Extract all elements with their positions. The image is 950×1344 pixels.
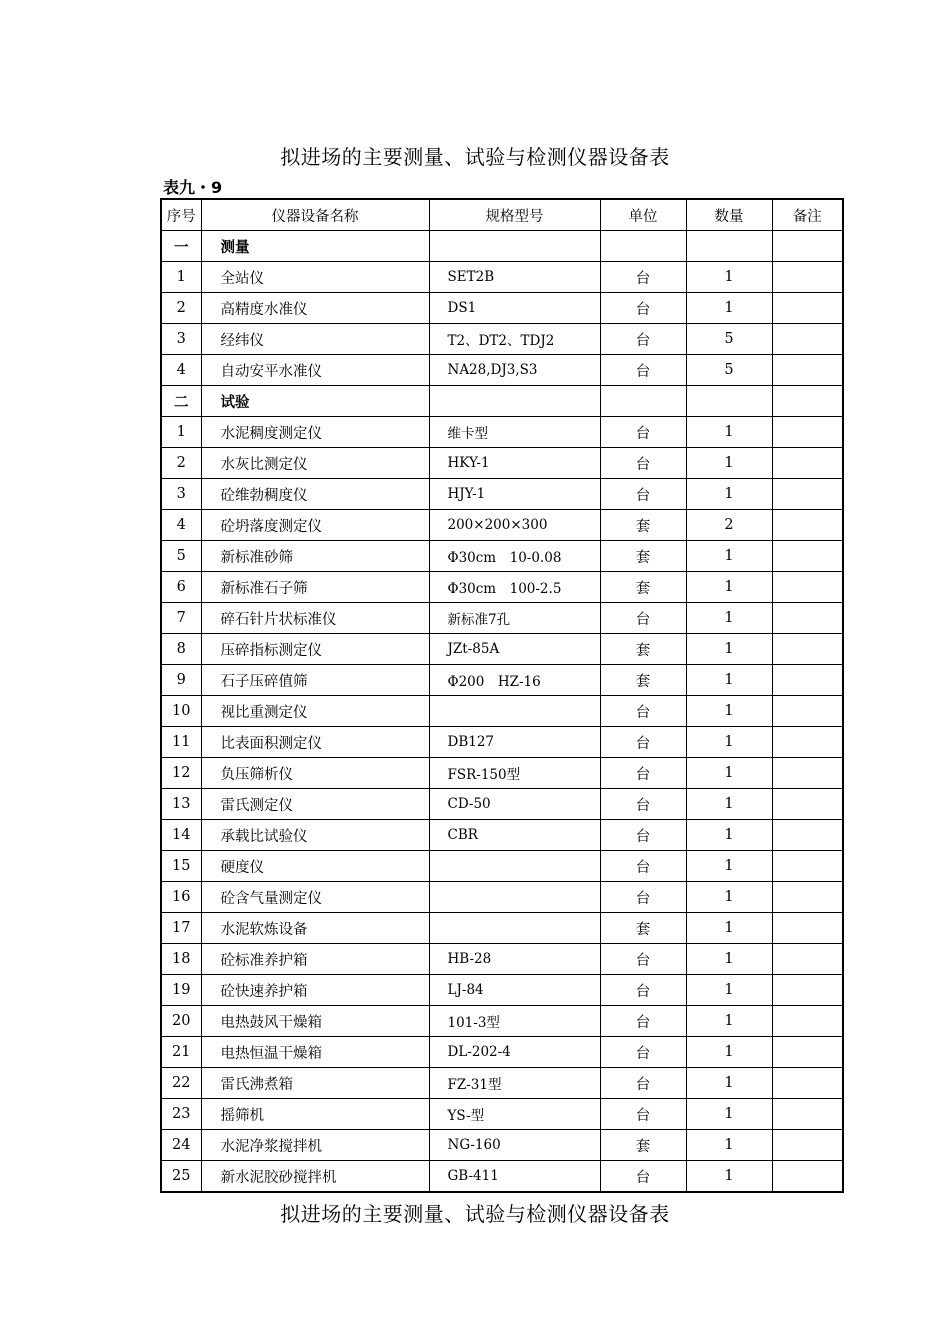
- cell-name: 硬度仪: [201, 851, 429, 882]
- cell-qty: 1: [686, 882, 772, 913]
- table-row: [161, 975, 843, 1006]
- cell-unit: 套: [600, 913, 686, 944]
- cell-qty: 1: [686, 696, 772, 727]
- cell-name: 水灰比测定仪: [201, 448, 429, 479]
- cell-spec: FZ-31型: [429, 1068, 600, 1099]
- cell-note: [772, 231, 843, 262]
- cell-unit: 台: [600, 1006, 686, 1037]
- cell-note: [772, 820, 843, 851]
- cell-name: 测量: [201, 231, 429, 262]
- cell-name: 经纬仪: [201, 324, 429, 355]
- cell-qty: 1: [686, 448, 772, 479]
- cell-spec: HJY-1: [429, 479, 600, 510]
- cell-no: 10: [161, 696, 201, 727]
- cell-unit: 台: [600, 262, 686, 293]
- cell-unit: 台: [600, 355, 686, 386]
- table-row: [161, 510, 843, 541]
- cell-unit: 套: [600, 634, 686, 665]
- cell-unit: 台: [600, 696, 686, 727]
- table-row: [161, 1161, 843, 1193]
- cell-qty: 1: [686, 975, 772, 1006]
- table-row: [161, 1130, 843, 1161]
- cell-no: 5: [161, 541, 201, 572]
- cell-note: [772, 479, 843, 510]
- cell-note: [772, 386, 843, 417]
- cell-name: 高精度水准仪: [201, 293, 429, 324]
- cell-unit: 套: [600, 541, 686, 572]
- cell-no: 25: [161, 1161, 201, 1193]
- cell-spec: 101-3型: [429, 1006, 600, 1037]
- cell-name: 水泥软炼设备: [201, 913, 429, 944]
- section-row: [161, 231, 843, 262]
- table-row: [161, 696, 843, 727]
- cell-no: 15: [161, 851, 201, 882]
- cell-qty: 1: [686, 262, 772, 293]
- cell-spec: [429, 851, 600, 882]
- footer-title: 拟进场的主要测量、试验与检测仪器设备表: [280, 1202, 670, 1226]
- cell-unit: 台: [600, 758, 686, 789]
- table-number: 表九・9: [163, 178, 223, 197]
- cell-qty: [686, 231, 772, 262]
- cell-spec: JZt-85A: [429, 634, 600, 665]
- cell-name: 负压筛析仪: [201, 758, 429, 789]
- cell-name: 雷氏测定仪: [201, 789, 429, 820]
- cell-note: [772, 1006, 843, 1037]
- cell-qty: 1: [686, 293, 772, 324]
- table-row: [161, 293, 843, 324]
- header-no: 序号: [161, 199, 201, 231]
- cell-name: 新水泥胶砂搅拌机: [201, 1161, 429, 1193]
- cell-qty: 1: [686, 634, 772, 665]
- cell-unit: 套: [600, 665, 686, 696]
- cell-spec: NG-160: [429, 1130, 600, 1161]
- cell-name: 自动安平水准仪: [201, 355, 429, 386]
- cell-spec: [429, 696, 600, 727]
- header-spec: 规格型号: [429, 199, 600, 231]
- cell-name: 摇筛机: [201, 1099, 429, 1130]
- cell-name: 雷氏沸煮箱: [201, 1068, 429, 1099]
- cell-name: 全站仪: [201, 262, 429, 293]
- cell-note: [772, 851, 843, 882]
- cell-note: [772, 789, 843, 820]
- table-row: [161, 572, 843, 603]
- cell-spec: YS-型: [429, 1099, 600, 1130]
- cell-note: [772, 634, 843, 665]
- cell-note: [772, 758, 843, 789]
- cell-no: 9: [161, 665, 201, 696]
- cell-name: 新标准石子筛: [201, 572, 429, 603]
- cell-name: 石子压碎值筛: [201, 665, 429, 696]
- cell-unit: 台: [600, 448, 686, 479]
- table-row: [161, 1037, 843, 1068]
- cell-spec: HB-28: [429, 944, 600, 975]
- cell-spec: T2、DT2、TDJ2: [429, 324, 600, 355]
- cell-unit: 台: [600, 975, 686, 1006]
- cell-spec: 新标准7孔: [429, 603, 600, 634]
- cell-qty: 1: [686, 851, 772, 882]
- cell-spec: DL-202-4: [429, 1037, 600, 1068]
- cell-no: 2: [161, 293, 201, 324]
- cell-qty: 1: [686, 820, 772, 851]
- cell-no: 4: [161, 510, 201, 541]
- table-row: [161, 479, 843, 510]
- cell-qty: 1: [686, 1037, 772, 1068]
- cell-name: 砼含气量测定仪: [201, 882, 429, 913]
- cell-qty: [686, 386, 772, 417]
- cell-no: 18: [161, 944, 201, 975]
- table-row: [161, 1068, 843, 1099]
- section-row: [161, 386, 843, 417]
- table-row: [161, 882, 843, 913]
- table-row: [161, 758, 843, 789]
- cell-name: 砼标准养护箱: [201, 944, 429, 975]
- cell-note: [772, 913, 843, 944]
- cell-no: 3: [161, 324, 201, 355]
- cell-note: [772, 572, 843, 603]
- cell-qty: 1: [686, 665, 772, 696]
- cell-spec: DS1: [429, 293, 600, 324]
- cell-spec: Φ30cm 10-0.08: [429, 541, 600, 572]
- cell-qty: 1: [686, 758, 772, 789]
- cell-no: 21: [161, 1037, 201, 1068]
- cell-unit: [600, 231, 686, 262]
- table-row: [161, 944, 843, 975]
- cell-spec: CD-50: [429, 789, 600, 820]
- cell-spec: CBR: [429, 820, 600, 851]
- cell-unit: 台: [600, 603, 686, 634]
- cell-spec: Φ200 HZ-16: [429, 665, 600, 696]
- cell-qty: 2: [686, 510, 772, 541]
- table-row: [161, 603, 843, 634]
- table-row: [161, 448, 843, 479]
- cell-note: [772, 262, 843, 293]
- cell-qty: 1: [686, 913, 772, 944]
- cell-note: [772, 882, 843, 913]
- cell-spec: DB127: [429, 727, 600, 758]
- cell-unit: 台: [600, 479, 686, 510]
- cell-note: [772, 944, 843, 975]
- cell-note: [772, 727, 843, 758]
- cell-note: [772, 1099, 843, 1130]
- cell-no: 19: [161, 975, 201, 1006]
- cell-unit: [600, 386, 686, 417]
- cell-unit: 台: [600, 1099, 686, 1130]
- cell-note: [772, 448, 843, 479]
- cell-qty: 5: [686, 355, 772, 386]
- cell-note: [772, 1130, 843, 1161]
- cell-spec: [429, 231, 600, 262]
- cell-unit: 台: [600, 944, 686, 975]
- cell-name: 砼维勃稠度仪: [201, 479, 429, 510]
- cell-qty: 1: [686, 603, 772, 634]
- cell-no: 4: [161, 355, 201, 386]
- cell-unit: 台: [600, 293, 686, 324]
- cell-name: 新标准砂筛: [201, 541, 429, 572]
- cell-spec: Φ30cm 100-2.5: [429, 572, 600, 603]
- cell-spec: [429, 882, 600, 913]
- cell-no: 2: [161, 448, 201, 479]
- table-row: [161, 1006, 843, 1037]
- cell-spec: 维卡型: [429, 417, 600, 448]
- cell-qty: 1: [686, 727, 772, 758]
- cell-name: 比表面积测定仪: [201, 727, 429, 758]
- cell-no: 11: [161, 727, 201, 758]
- cell-no: 22: [161, 1068, 201, 1099]
- cell-qty: 1: [686, 417, 772, 448]
- cell-no: 23: [161, 1099, 201, 1130]
- cell-name: 视比重测定仪: [201, 696, 429, 727]
- table-row: [161, 417, 843, 448]
- cell-unit: 台: [600, 820, 686, 851]
- cell-note: [772, 975, 843, 1006]
- cell-name: 电热鼓风干燥箱: [201, 1006, 429, 1037]
- cell-no: 20: [161, 1006, 201, 1037]
- table-row: [161, 541, 843, 572]
- cell-no: 24: [161, 1130, 201, 1161]
- cell-no: 1: [161, 417, 201, 448]
- table-row: [161, 820, 843, 851]
- table-row: [161, 355, 843, 386]
- cell-note: [772, 510, 843, 541]
- cell-note: [772, 1068, 843, 1099]
- cell-unit: 台: [600, 324, 686, 355]
- cell-name: 水泥稠度测定仪: [201, 417, 429, 448]
- cell-qty: 5: [686, 324, 772, 355]
- table-row: [161, 727, 843, 758]
- cell-name: 试验: [201, 386, 429, 417]
- cell-spec: LJ-84: [429, 975, 600, 1006]
- cell-unit: 台: [600, 1161, 686, 1193]
- cell-name: 砼坍落度测定仪: [201, 510, 429, 541]
- table-header-row: [161, 199, 843, 231]
- cell-qty: 1: [686, 1068, 772, 1099]
- cell-no: 8: [161, 634, 201, 665]
- cell-qty: 1: [686, 1006, 772, 1037]
- cell-qty: 1: [686, 1099, 772, 1130]
- cell-no: 一: [161, 231, 201, 262]
- cell-unit: 台: [600, 1037, 686, 1068]
- cell-note: [772, 324, 843, 355]
- header-qty: 数量: [686, 199, 772, 231]
- cell-no: 14: [161, 820, 201, 851]
- cell-no: 16: [161, 882, 201, 913]
- header-note: 备注: [772, 199, 843, 231]
- cell-note: [772, 355, 843, 386]
- cell-qty: 1: [686, 1161, 772, 1193]
- cell-note: [772, 293, 843, 324]
- cell-note: [772, 665, 843, 696]
- table-row: [161, 913, 843, 944]
- cell-name: 承载比试验仪: [201, 820, 429, 851]
- header-unit: 单位: [600, 199, 686, 231]
- cell-unit: 台: [600, 789, 686, 820]
- cell-note: [772, 1161, 843, 1193]
- table-row: [161, 262, 843, 293]
- cell-no: 1: [161, 262, 201, 293]
- cell-unit: 台: [600, 882, 686, 913]
- cell-spec: FSR-150型: [429, 758, 600, 789]
- cell-qty: 1: [686, 541, 772, 572]
- table-row: [161, 665, 843, 696]
- cell-no: 17: [161, 913, 201, 944]
- header-name: 仪器设备名称: [201, 199, 429, 231]
- cell-unit: 套: [600, 1130, 686, 1161]
- cell-name: 水泥净浆搅拌机: [201, 1130, 429, 1161]
- cell-name: 电热恒温干燥箱: [201, 1037, 429, 1068]
- equipment-table: [160, 198, 844, 1193]
- cell-qty: 1: [686, 572, 772, 603]
- cell-unit: 台: [600, 417, 686, 448]
- cell-name: 压碎指标测定仪: [201, 634, 429, 665]
- table-row: [161, 851, 843, 882]
- cell-note: [772, 603, 843, 634]
- cell-spec: NA28,DJ3,S3: [429, 355, 600, 386]
- cell-qty: 1: [686, 944, 772, 975]
- cell-unit: 台: [600, 1068, 686, 1099]
- cell-unit: 套: [600, 510, 686, 541]
- cell-name: 碎石针片状标准仪: [201, 603, 429, 634]
- cell-spec: SET2B: [429, 262, 600, 293]
- table-row: [161, 324, 843, 355]
- cell-no: 6: [161, 572, 201, 603]
- table-row: [161, 1099, 843, 1130]
- table-row: [161, 634, 843, 665]
- cell-note: [772, 541, 843, 572]
- page-title: 拟进场的主要测量、试验与检测仪器设备表: [280, 145, 670, 169]
- cell-spec: [429, 386, 600, 417]
- cell-qty: 1: [686, 789, 772, 820]
- cell-no: 7: [161, 603, 201, 634]
- cell-spec: 200×200×300: [429, 510, 600, 541]
- cell-no: 二: [161, 386, 201, 417]
- cell-name: 砼快速养护箱: [201, 975, 429, 1006]
- cell-spec: [429, 913, 600, 944]
- cell-no: 3: [161, 479, 201, 510]
- cell-unit: 台: [600, 851, 686, 882]
- cell-spec: GB-411: [429, 1161, 600, 1193]
- cell-unit: 套: [600, 572, 686, 603]
- cell-no: 12: [161, 758, 201, 789]
- cell-note: [772, 417, 843, 448]
- cell-spec: HKY-1: [429, 448, 600, 479]
- cell-qty: 1: [686, 479, 772, 510]
- cell-qty: 1: [686, 1130, 772, 1161]
- cell-unit: 台: [600, 727, 686, 758]
- table-row: [161, 789, 843, 820]
- cell-note: [772, 696, 843, 727]
- cell-no: 13: [161, 789, 201, 820]
- cell-note: [772, 1037, 843, 1068]
